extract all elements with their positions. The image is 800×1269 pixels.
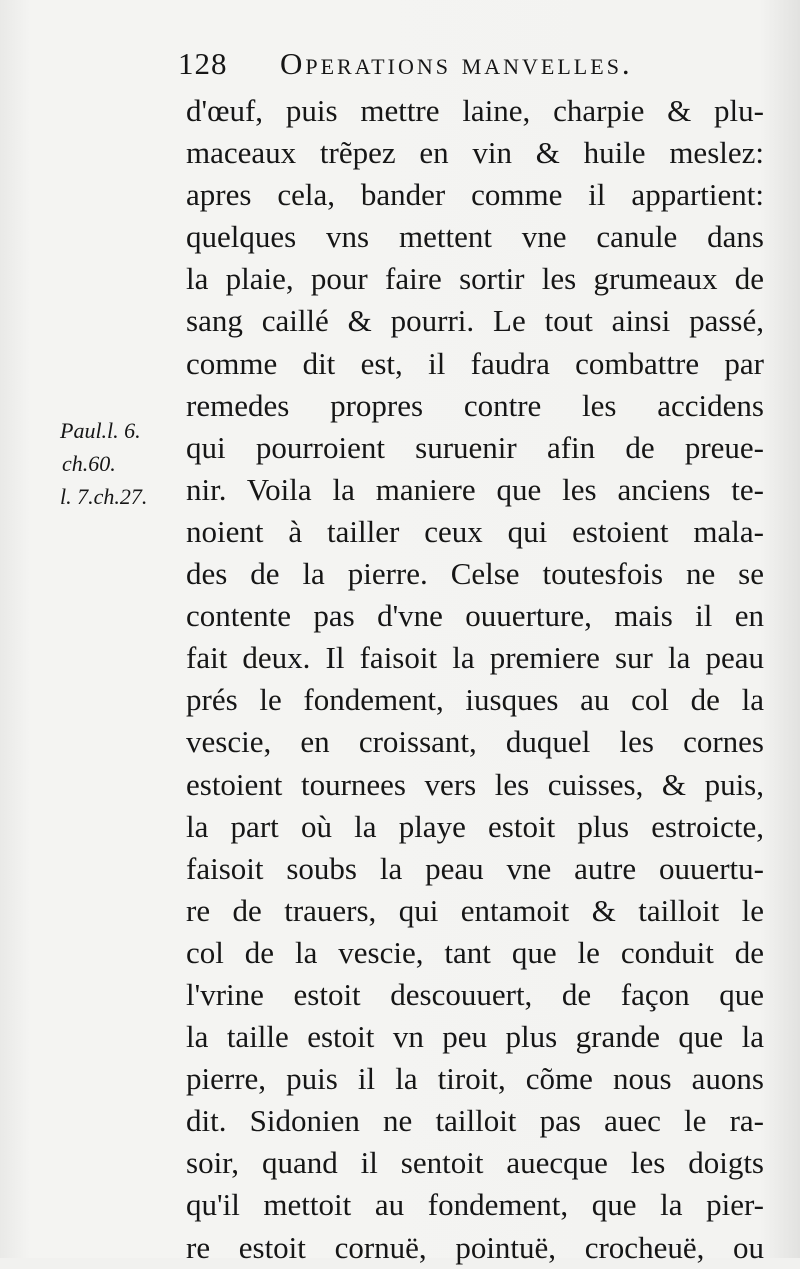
text-line: d'œuf, puis mettre laine, charpie & plu- xyxy=(186,93,764,128)
text-line: estoient tournees vers les cuisses, & puis, xyxy=(186,766,764,802)
text-line: dit. Sidonien ne tailloit pas auec le ra- xyxy=(186,1103,764,1139)
main-text-block xyxy=(186,90,764,1269)
text-line: re de trauers, qui entamoit & tailloit le xyxy=(186,892,764,928)
text-line: faisoit soubs la peau vne autre ouuertu- xyxy=(186,850,764,886)
margin-note: Paul.l. 6. xyxy=(60,418,141,443)
text-line: comme dit est, il faudra combattre par xyxy=(186,345,764,381)
text-line: vescie, en croissant, duquel les cornes xyxy=(186,724,764,760)
text-line: nir. Voila la maniere que les anciens te- xyxy=(186,471,764,507)
margin-notes xyxy=(60,414,186,513)
text-line: pierre, puis il la tiroit, cõme nous auons xyxy=(186,1061,764,1097)
text-line: maceaux trẽpez en vin & huile meslez: xyxy=(186,135,764,171)
text-line: qu'il mettoit au fondement, que la pier- xyxy=(186,1187,764,1223)
text-line: apres cela, bander comme il appartient: xyxy=(186,177,764,213)
text-line: quelques vns mettent vne canule dans xyxy=(186,219,764,255)
page-number: 128 xyxy=(178,46,228,81)
text-line: col de la vescie, tant que le conduit de xyxy=(186,934,764,970)
text-line: sang caillé & pourri. Le tout ainsi passé, xyxy=(186,303,764,339)
text-line: remedes propres contre les accidens xyxy=(186,387,764,423)
text-line: des de la pierre. Celse toutesfois ne se xyxy=(186,556,764,592)
text-line: l'vrine estoit descouuert, de façon que xyxy=(186,976,764,1012)
text-line: la plaie, pour faire sortir les grumeaux de xyxy=(186,261,764,297)
text-line: noient à tailler ceux qui estoient mala- xyxy=(186,513,764,549)
page-header xyxy=(178,46,698,88)
margin-note: l. 7.ch.27. xyxy=(60,484,148,509)
text-line: soir, quand il sentoit auecque les doigts xyxy=(186,1145,764,1181)
running-title: Operations manvelles. xyxy=(280,46,633,81)
text-line: la part où la playe estoit plus estroicte, xyxy=(186,808,764,844)
text-line: prés le fondement, iusques au col de la xyxy=(186,682,764,718)
text-line: la taille estoit vn peu plus grande que la xyxy=(186,1019,764,1055)
margin-note: ch.60. xyxy=(62,451,116,476)
text-line: qui pourroient suruenir afin de preue- xyxy=(186,429,764,465)
text-line: re estoit cornuë, pointuë, crocheuë, ou xyxy=(186,1229,764,1265)
text-line: fait deux. Il faisoit la premiere sur la peau xyxy=(186,640,764,676)
text-line: contente pas d'vne ouuerture, mais il en xyxy=(186,598,764,634)
